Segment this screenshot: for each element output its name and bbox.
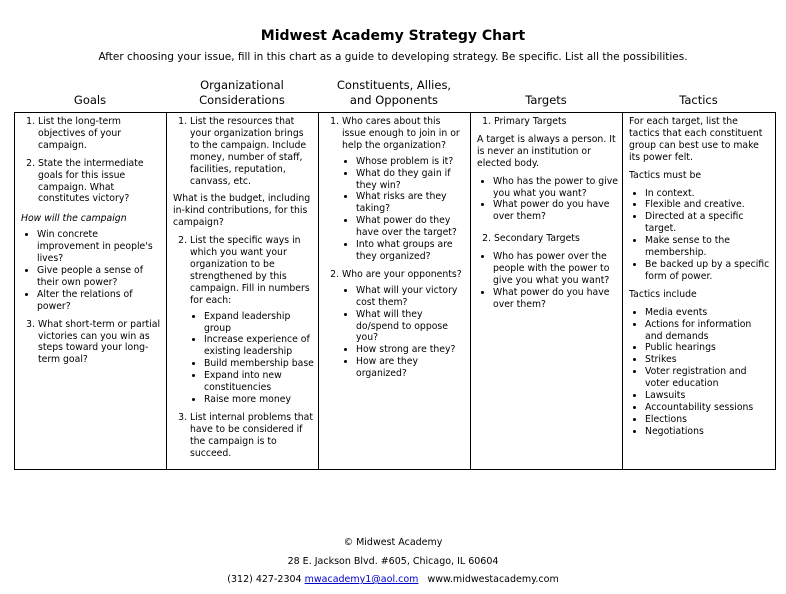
tactics-header: Tactics: [679, 93, 718, 107]
list-item: • Strikes: [645, 354, 771, 366]
list-item: • How strong are they?: [356, 344, 466, 356]
constituents-cell: [319, 113, 471, 470]
list-item: • Expand into new constituencies: [204, 370, 314, 394]
organizational-cell: [167, 113, 319, 470]
list-item: • What power do you have over them?: [493, 199, 618, 223]
constituents-header: [318, 78, 470, 108]
list-item: • Directed at a specific target.: [645, 211, 771, 235]
constituents-item-2: [342, 269, 466, 380]
list-item: • Increase experience of existing leadership: [204, 334, 314, 358]
targets-cell: [471, 113, 623, 470]
goals-header: Goals: [73, 93, 107, 107]
tactics-must-be-list: [629, 188, 771, 283]
organizational-header-line2: Considerations: [199, 93, 285, 107]
list-item: • Be backed up by a specific form of power.: [645, 259, 771, 283]
list-item: • Voter registration and voter education: [645, 366, 771, 390]
organizational-item-2-text: List the specific ways in which you want your organization to be strengthened by this campaign. Fill in numbers for each:: [190, 235, 310, 306]
targets-secondary-bullets: [477, 251, 618, 311]
list-item: • What risks are they taking?: [356, 191, 466, 215]
goals-how-label: How will the campaign: [21, 213, 127, 225]
tactics-must-be-label: Tactics must be: [629, 169, 702, 181]
footer-org: © Midwest Academy: [343, 537, 443, 548]
targets-list-2: [477, 233, 618, 245]
constituents-bullets: [340, 156, 466, 263]
constituents-item-1: [342, 116, 466, 263]
list-item: • What will your victory cost them?: [356, 285, 466, 309]
document-subtitle: After choosing your issue, fill in this chart as a guide to developing strategy. Be specific. List all the possibilities.: [98, 51, 688, 63]
list-item: • What power do you have over them?: [493, 287, 618, 311]
goals-cell: [15, 113, 167, 470]
goals-item-3: 3. What short-term or partial victories can you win as steps toward your long-term goal?: [38, 319, 162, 367]
list-item: • Into what groups are they organized?: [356, 239, 466, 263]
list-item: • Public hearings: [645, 342, 771, 354]
constituents-item-2-text: Who are your opponents?: [342, 268, 462, 280]
constituents-header-line2: and Opponents: [349, 93, 439, 107]
list-item: • Who has the power to give you what you want?: [493, 176, 618, 200]
list-item: • Make sense to the membership.: [645, 235, 771, 259]
targets-item-secondary: 2. Secondary Targets: [494, 233, 618, 245]
goals-list-continued: [21, 319, 162, 367]
organizational-item-3: 3. List internal problems that have to be considered if the campaign is to succeed.: [190, 412, 314, 460]
list-item: • Build membership base: [204, 358, 314, 370]
list-item: • Negotiations: [645, 426, 771, 438]
footer-contact: [0, 574, 786, 585]
goals-bullets: [21, 229, 162, 312]
strategy-chart-table: [14, 112, 776, 470]
list-item: • Media events: [645, 307, 771, 319]
targets-header: Targets: [525, 93, 567, 107]
list-item: • Elections: [645, 414, 771, 426]
list-item: • What will they do/spend to oppose you?: [356, 309, 466, 345]
constituents-item-1-text: Who cares about this issue enough to join in or help the organization?: [342, 116, 460, 151]
targets-item-primary: 1. Primary Targets: [494, 116, 618, 128]
targets-definition: A target is always a person. It is never an institution or elected body.: [477, 133, 616, 169]
constituents-header-line1: Constituents, Allies,: [336, 78, 452, 92]
document-title: Midwest Academy Strategy Chart: [260, 28, 526, 44]
tactics-cell: [623, 113, 776, 470]
list-item: • How are they organized?: [356, 356, 466, 380]
organizational-bullets: [188, 311, 314, 406]
list-item: • Who has power over the people with the power to give you what you want?: [493, 251, 618, 287]
list-item: • Give people a sense of their own power?: [37, 265, 162, 289]
list-item: • What do they gain if they win?: [356, 168, 466, 192]
constituents-list: [325, 116, 466, 380]
tactics-intro: For each target, list the tactics that each constituent group can best use to make its power felt.: [629, 116, 763, 163]
targets-list: [477, 116, 618, 128]
targets-primary-bullets: [477, 176, 618, 224]
list-item: • Whose problem is it?: [356, 156, 466, 168]
footer-address: 28 E. Jackson Blvd. #605, Chicago, IL 60604: [287, 556, 499, 567]
footer-website[interactable]: www.midwestacademy.com: [427, 574, 559, 585]
goals-item-1: 1. List the long-term objectives of your campaign.: [38, 116, 162, 152]
list-item: • Win concrete improvement in people's lives?: [37, 229, 162, 265]
goals-item-2: 2. State the intermediate goals for this issue campaign. What constitutes victory?: [38, 158, 162, 206]
organizational-header-line1: Organizational: [200, 78, 284, 92]
organizational-budget-question: What is the budget, including in-kind contributions, for this campaign?: [173, 193, 311, 229]
organizational-header: [166, 78, 318, 108]
organizational-list-2: [173, 235, 314, 459]
constituents-bullets-2: [340, 285, 466, 380]
list-item: • Accountability sessions: [645, 402, 771, 414]
footer-email-link[interactable]: mwacademy1@aol.com: [304, 574, 419, 585]
tactics-include-label: Tactics include: [629, 288, 697, 300]
list-item: • In context.: [645, 188, 771, 200]
organizational-item-1: 1. List the resources that your organization brings to the campaign. Include money, number of staff, facilities, reputation, canvass, etc.: [190, 116, 314, 187]
organizational-item-2: [190, 235, 314, 406]
list-item: • Expand leadership group: [204, 311, 314, 335]
chart-row: [15, 113, 776, 470]
tactics-include-list: [629, 307, 771, 438]
list-item: • Raise more money: [204, 394, 314, 406]
list-item: • Lawsuits: [645, 390, 771, 402]
list-item: • Actions for information and demands: [645, 319, 771, 343]
list-item: • What power do they have over the target?: [356, 215, 466, 239]
list-item: • Flexible and creative.: [645, 199, 771, 211]
goals-list: [21, 116, 162, 205]
organizational-list: [173, 116, 314, 187]
footer-phone: (312) 427-2304: [227, 574, 302, 585]
list-item: • Alter the relations of power?: [37, 289, 162, 313]
